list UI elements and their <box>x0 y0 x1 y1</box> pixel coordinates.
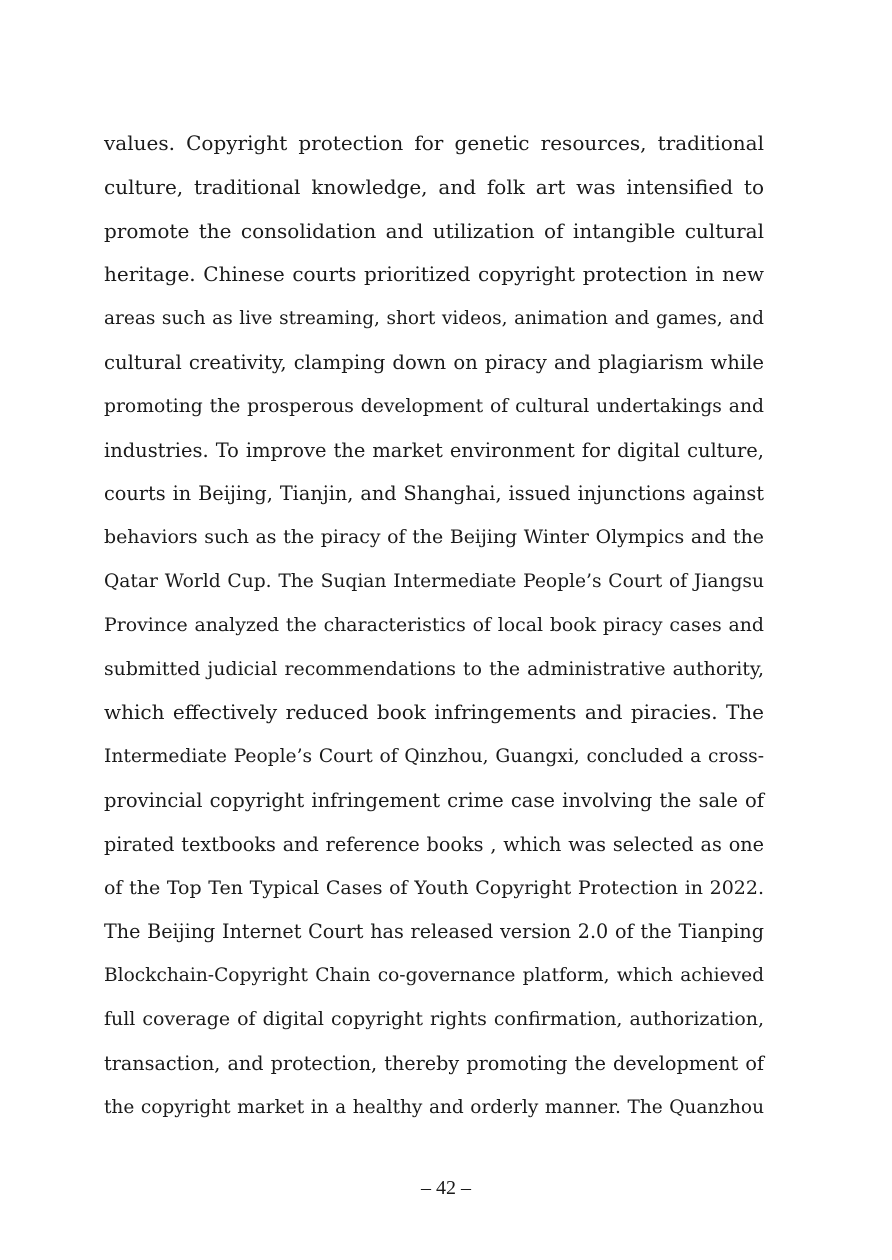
text-line: areas such as live streaming, short videos, animation and games, and <box>104 308 764 330</box>
body-text <box>104 122 764 1129</box>
text-line: Province analyzed the characteristics of local book piracy cases and <box>104 613 764 636</box>
text-line: Blockchain-Copyright Chain co-governance platform, which achieved <box>104 965 764 987</box>
text-line: transaction, and protection, thereby promoting the development of <box>104 1051 764 1075</box>
text-line: pirated textbooks and reference books , which was selected as one <box>104 832 764 856</box>
text-line: behaviors such as the piracy of the Beijing Winter Olympics and the <box>104 526 764 549</box>
text-line: provincial copyright infringement crime case involving the sale of <box>104 788 764 812</box>
text-line: The Beijing Internet Court has released version 2.0 of the Tianping <box>104 920 764 944</box>
text-line: promoting the prosperous development of cultural undertakings and <box>104 395 764 417</box>
text-line: which effectively reduced book infringements and piracies. The <box>104 700 764 725</box>
text-line: cultural creativity, clamping down on piracy and plagiarism while <box>104 350 764 374</box>
text-line: industries. To improve the market environment for digital culture, <box>104 438 764 462</box>
text-line: culture, traditional knowledge, and folk art was intensified to <box>104 174 764 199</box>
text-line: the copyright market in a healthy and orderly manner. The Quanzhou <box>104 1096 764 1118</box>
text-line: promote the consolidation and utilization of intangible cultural <box>104 218 764 243</box>
text-line: Intermediate People’s Court of Qinzhou, Guangxi, concluded a cross- <box>104 746 764 768</box>
text-line: heritage. Chinese courts prioritized copyright protection in new <box>104 262 764 287</box>
text-line: values. Copyright protection for genetic resources, traditional <box>104 131 764 155</box>
text-line: Qatar World Cup. The Suqian Intermediate People’s Court of Jiangsu <box>104 570 764 592</box>
text-line: submitted judicial recommendations to the administrative authority, <box>104 657 764 680</box>
text-line: of the Top Ten Typical Cases of Youth Copyright Protection in 2022. <box>104 876 764 899</box>
text-line: full coverage of digital copyright rights confirmation, authorization, <box>104 1007 764 1030</box>
text-line: courts in Beijing, Tianjin, and Shanghai, issued injunctions against <box>104 482 764 506</box>
page-number: – 42 – <box>421 1177 471 1199</box>
